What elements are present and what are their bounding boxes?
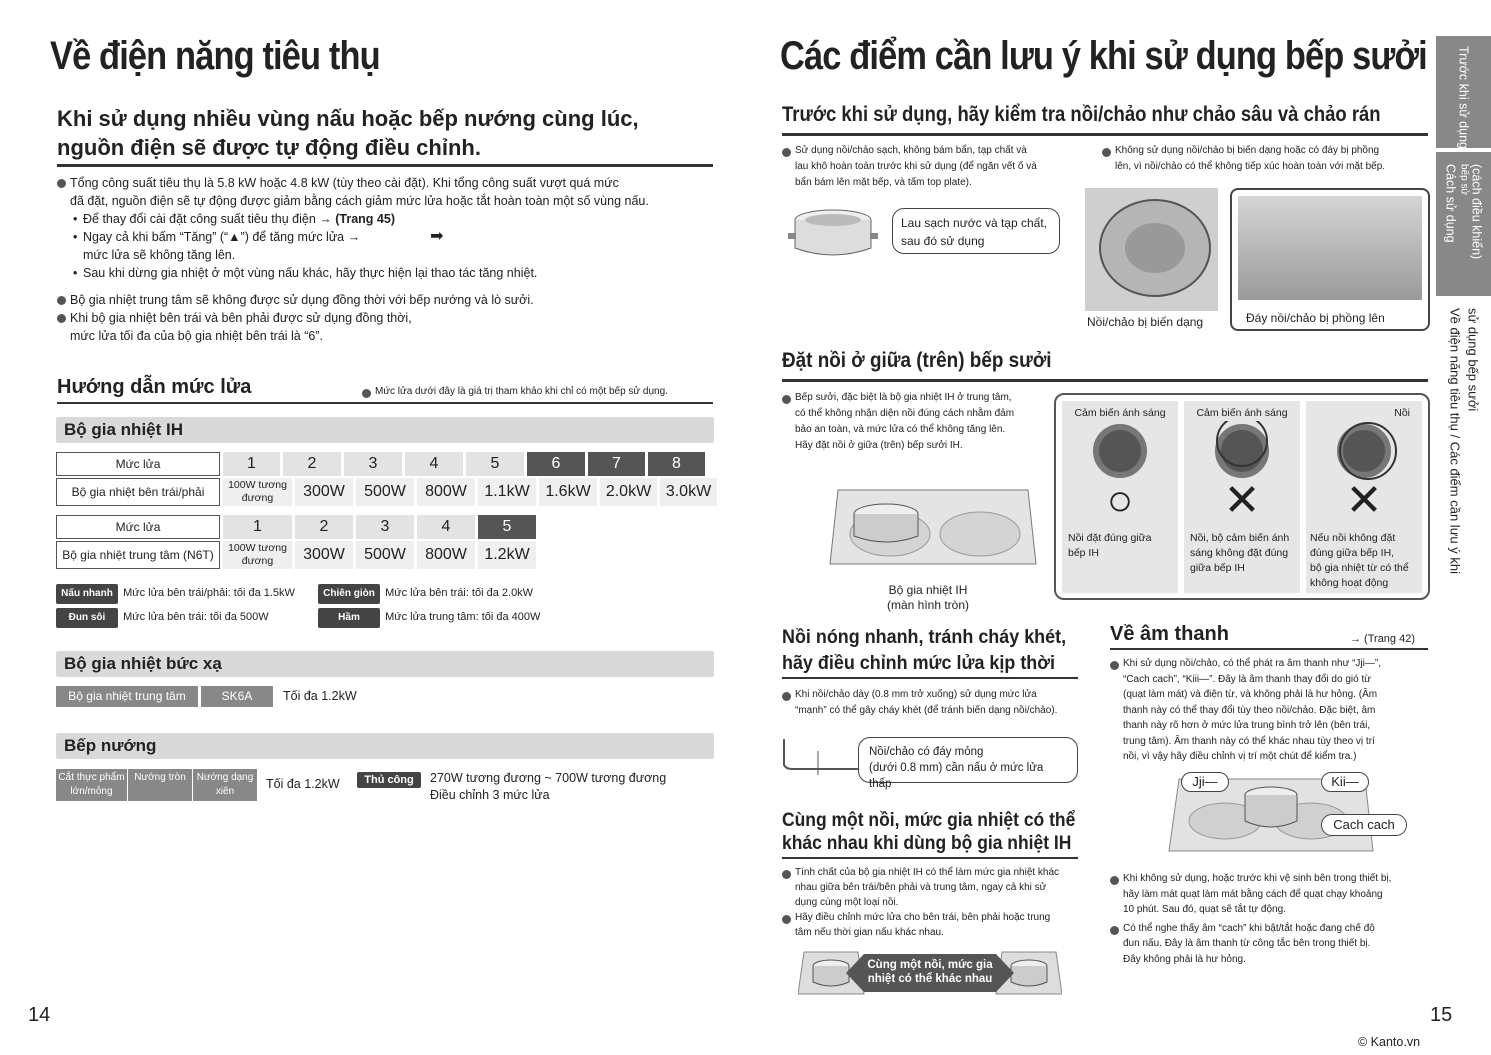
center-text [782, 390, 1054, 454]
page-number-left: 14 [28, 1004, 51, 1026]
mode-tag: Nấu nhanh [56, 584, 118, 604]
bullet-text: tâm nếu thời gian nấu khác nhau. [795, 927, 944, 938]
bullet-text: Khi nồi/chảo dày (0.8 mm trở xuống) sử dụng mức lửa [782, 687, 1082, 703]
value-cell: 2.0kW [600, 478, 657, 506]
stove-caption-line: (màn hình tròn) [886, 598, 970, 612]
bullet-text: Không sử dụng nồi/chảo bị biến dạng hoặc có đáy bị phồng [1102, 143, 1432, 159]
grill-tab: Nướng dạng xiên [193, 769, 257, 801]
bulge-photo-frame [1230, 188, 1430, 331]
grill-manual-tag: Thủ công [357, 772, 421, 788]
bullet-text: mức lửa tối đa của bộ gia nhiệt bên trái là “6”. [70, 329, 323, 343]
row-label: Bộ gia nhiệt bên trái/phải [56, 478, 220, 506]
sound-illustration [1165, 771, 1410, 853]
bullet-text: Bộ gia nhiệt trung tâm sẽ không được sử dụng đồng thời với bếp nướng và lò sưởi. [57, 291, 717, 309]
bullet-text: nồi, vì vậy hãy điều chỉnh vị trí một chút để kiểm tra.) [1123, 751, 1357, 762]
row-label: Bộ gia nhiệt trung tâm (N6T) [56, 541, 220, 569]
sub-bullet-text: mức lửa sẽ không tăng lên. [83, 248, 236, 262]
sound-text [1110, 656, 1430, 765]
grill-manual-text [430, 770, 666, 804]
bullet-text: dụng cùng một loại nồi. [795, 897, 899, 908]
value-cell: 500W [356, 478, 414, 506]
mode-item [318, 608, 540, 628]
section-divider [782, 133, 1428, 136]
section-title-power [57, 104, 639, 162]
bullet-text: Sử dụng nồi/chảo sạch, không bám bẩn, tạp chất và [782, 143, 1082, 159]
bullet-text: Hãy điều chỉnh mức lửa cho bên trái, bên phải hoặc trung [782, 910, 1082, 925]
panel-label: Nồi [1394, 407, 1410, 419]
bullet-text: Khi bộ gia nhiệt bên trái và bên phải được sử dụng đồng thời, [57, 309, 717, 327]
caption-deformed: Nồi/chảo bị biến dạng [1087, 315, 1204, 329]
panel-line: bộ gia nhiệt từ có thể [1310, 562, 1409, 574]
banner-line: Cùng một nồi, mức gia [867, 959, 993, 971]
bullet-text: đã đặt, nguồn điện sẽ tự động được giảm bằng cách giảm mức lửa hoặc tắt hoàn toàn một số vùng nấu. [70, 194, 649, 208]
bullet-text: thanh này rõ hơn ở mức lửa trung bình trở lên (bên trái, [1123, 720, 1371, 731]
grill-tab: Cắt thực phẩm lớn/mỏng [56, 769, 127, 801]
bullet-text: hãy làm mát quạt làm mát bằng cách để quạt chạy khoảng [1123, 888, 1383, 900]
panel-text [1184, 531, 1300, 576]
bullet-text: Tổng công suất tiêu thụ là 5.8 kW hoặc 4.8 kW (tùy theo cài đặt). Khi tổng công suất vượt quá mức [57, 174, 717, 192]
level-label: Mức lửa [56, 452, 220, 476]
bullet-text: thanh này có thể thay đổi tùy theo nồi/chảo. Đặc biệt, âm [1123, 704, 1376, 716]
radiant-value: Tối đa 1.2kW [283, 689, 357, 703]
title-line: khác nhau khi dùng bộ gia nhiệt IH [782, 833, 1072, 854]
panel-line: đúng giữa bếp IH, [1310, 547, 1395, 559]
page-number-right: 15 [1430, 1004, 1453, 1026]
stove-caption [880, 583, 976, 613]
power-table-2 [56, 515, 536, 569]
caption-bulge: Đáy nồi/chảo bị phồng lên [1246, 311, 1385, 325]
mode-tag: Đun sôi [56, 608, 118, 628]
panel-text [1306, 531, 1422, 591]
guide-divider [57, 402, 713, 404]
heat-text [782, 687, 1082, 719]
section-divider [57, 164, 713, 167]
value-cell: 300W [295, 478, 353, 506]
bullet-text: trung tâm). Âm thanh này có thể khác nhau tùy theo vị trí [1123, 735, 1375, 747]
bullet-text: có thể không nhận diện nồi đúng cách nhằm đảm [795, 408, 1015, 419]
radiant-header: Bộ gia nhiệt bức xạ [56, 651, 714, 677]
check-text-left [782, 143, 1082, 191]
value-cell: 100W tương đương [223, 541, 292, 569]
value-cell: 3.0kW [660, 478, 717, 506]
side-tab-label: Trước khi sử dụng [1456, 46, 1471, 149]
power-paragraph [57, 174, 717, 345]
callout-line: sau đó sử dụng [901, 234, 985, 248]
side-tab-label: Về điện năng tiêu thụ / Các điểm cần lưu ý khi [1447, 308, 1463, 574]
sub-bullet-text: Ngay cả khi bấm “Tăng” (“▲”) để tăng mức lửa → [83, 230, 361, 244]
mode-text: Mức lửa bên trái: tối đa 2.0kW [385, 587, 534, 599]
callout-clean [892, 208, 1060, 254]
wrong-mark-icon: ✕ [1345, 476, 1383, 525]
section-title-variance [782, 809, 1075, 855]
variance-illustration [798, 948, 1062, 998]
sound-bubble: Jji— [1181, 772, 1229, 792]
panel-line: giữa bếp IH [1190, 562, 1245, 574]
bullet-text: “Cach cach”, “Kiii—”. Đây là âm thanh thay đổi do gió từ [1123, 673, 1371, 685]
panel-line: bếp IH [1068, 547, 1099, 559]
guide-title: Hướng dẫn mức lửa [57, 376, 252, 398]
side-tab-before-use[interactable] [1436, 36, 1491, 148]
panel-line: Nồi, bộ cảm biến ánh [1190, 532, 1290, 544]
level-cell: 2 [295, 515, 353, 539]
level-cell: 3 [356, 515, 414, 539]
section-title-center: Đặt nồi ở giữa (trên) bếp sưởi [782, 349, 1052, 372]
section-title-check: Trước khi sử dụng, hãy kiểm tra nồi/chảo như chảo sâu và chảo rán [782, 103, 1381, 126]
bullet-text: lên, vì nồi/chảo có thể không tiếp xúc hoàn toàn với mặt bếp. [1115, 161, 1386, 172]
panel-line: sáng không đặt đúng [1190, 547, 1289, 559]
radiant-model: SK6A [201, 686, 273, 707]
value-cell: 800W [417, 541, 475, 569]
section-title-sound: Về âm thanh [1110, 623, 1229, 645]
panel-label: Cảm biến ánh sáng [1074, 407, 1166, 419]
bullet-text: Bếp sưởi, đặc biệt là bộ gia nhiệt IH ở trung tâm, [782, 390, 1054, 406]
callout-line: Lau sạch nước và tạp chất, [901, 216, 1047, 230]
sound-bubble: Cach cach [1321, 814, 1407, 836]
bullet-text: bảo an toàn, và mức lửa có thể không tăng lên. [795, 424, 1006, 435]
variance-text [782, 865, 1082, 940]
side-tab-label: Cách sử dụng [1443, 164, 1458, 243]
sound-page-ref: → (Trang 42) [1350, 633, 1416, 645]
level-cell-high: 6 [527, 452, 585, 476]
level-cell-high: 5 [478, 515, 536, 539]
guide-note [362, 384, 714, 399]
wrong-mark-icon: ✕ [1223, 476, 1261, 525]
side-tab-label: (cách điều khiển) [1469, 164, 1484, 260]
thin-pot-icon [782, 737, 862, 777]
bullet-text: bẩn bám lên mặt bếp, và tấm top plate). [795, 177, 972, 188]
callout-line: Nồi/chảo có đáy mỏng [869, 746, 984, 758]
section-divider [782, 677, 1078, 679]
bullet-text: (quạt làm mát) và điện từ, và không phải là hư hỏng. (Âm [1123, 689, 1378, 700]
value-cell: 1.6kW [539, 478, 597, 506]
bullet-text: “mạnh” có thể gây cháy khét (để tránh biến dạng nồi/chảo). [795, 705, 1058, 716]
bullet-text: 10 phút. Sau đó, quạt sẽ tắt tự động. [1123, 904, 1286, 915]
value-cell: 100W tương đương [223, 478, 292, 506]
title-line: Nồi nóng nhanh, tránh cháy khét, [782, 626, 1067, 648]
bullet-text: nhau giữa bên trái/bên phải và trung tâm, ngay cả khi sử [795, 882, 1047, 893]
sound-notes [1110, 871, 1430, 967]
subtitle-line: Khi sử dụng nhiều vùng nấu hoặc bếp nướng cùng lúc, [57, 106, 639, 131]
value-cell: 1.1kW [478, 478, 536, 506]
grill-manual-line: 270W tương đương ~ 700W tương đương [430, 771, 667, 785]
panel-pot-wrong [1306, 401, 1422, 593]
sound-bubble: Kii— [1321, 772, 1369, 792]
page-title-right: Các điểm cần lưu ý khi sử dụng bếp sưởi [780, 34, 1427, 78]
bullet-text: Khi sử dụng nồi/chảo, có thể phát ra âm thanh như “Jji—”, [1110, 656, 1430, 672]
callout-thin-pot [858, 737, 1078, 790]
arrow-right-icon: ➡ [430, 228, 444, 245]
panel-line: Nếu nồi không đặt [1310, 532, 1396, 544]
page-title-left: Về điện năng tiêu thụ [50, 34, 380, 78]
bulge-photo [1238, 196, 1422, 300]
bullet-text: Tính chất của bộ gia nhiệt IH có thể làm mức gia nhiệt khác [782, 865, 1082, 880]
title-line: hãy điều chỉnh mức lửa kịp thời [782, 652, 1056, 674]
value-cell: 800W [417, 478, 475, 506]
level-cell: 1 [223, 452, 280, 476]
section-divider [1110, 648, 1428, 650]
check-text-right [1102, 143, 1432, 175]
level-cell: 5 [466, 452, 524, 476]
bullet-text: Đây không phải là hư hỏng. [1123, 953, 1246, 965]
value-cell: 1.2kW [478, 541, 536, 569]
power-table-1 [56, 452, 717, 506]
level-label: Mức lửa [56, 515, 220, 539]
level-cell: 3 [344, 452, 402, 476]
title-line: Cùng một nồi, mức gia nhiệt có thể [782, 810, 1076, 831]
sub-bullet [70, 228, 717, 246]
sub-bullet-text: Để thay đổi cài đặt công suất tiêu thụ điện → [83, 212, 336, 226]
panel-line: Nồi đặt đúng giữa [1068, 532, 1152, 544]
deformed-pot-photo [1085, 188, 1218, 311]
value-cell: 500W [356, 541, 414, 569]
banner-line: nhiệt có thể khác nhau [867, 973, 993, 985]
mode-item [56, 584, 295, 604]
side-tab-usage[interactable] [1436, 152, 1491, 296]
bullet-text: đun nấu. Đây là âm thanh từ công tắc bên trong thiết bị. [1123, 938, 1371, 949]
panel-correct [1062, 401, 1178, 593]
sub-bullet: • Sau khi dừng gia nhiệt ở một vùng nấu khác, hãy thực hiện lại thao tác tăng nhiệt. [70, 264, 717, 282]
correct-mark-icon: ○ [1106, 476, 1134, 525]
grill-header: Bếp nướng [56, 733, 714, 759]
bullet-text: Hãy đặt nồi ở giữa (trên) bếp sưởi IH. [795, 440, 963, 451]
side-tab-label: bếp sử [1458, 164, 1470, 196]
placement-panels [1054, 393, 1430, 600]
panel-line: không hoạt động [1310, 577, 1389, 589]
side-tab-current[interactable] [1436, 300, 1491, 620]
section-title-heat [782, 624, 1066, 676]
mode-item [56, 608, 269, 628]
mode-text: Mức lửa trung tâm: tối đa 400W [385, 611, 541, 623]
bullet-text: Khi không sử dụng, hoặc trước khi vệ sinh bên trong thiết bị, [1110, 871, 1430, 887]
level-cell: 1 [223, 515, 292, 539]
grill-value: Tối đa 1.2kW [266, 777, 340, 791]
level-cell-high: 7 [588, 452, 645, 476]
stove-illustration [828, 486, 1038, 572]
value-cell: 300W [295, 541, 353, 569]
stove-caption-line: Bộ gia nhiệt IH [888, 583, 968, 597]
section-divider [782, 857, 1078, 859]
grill-tab: Nướng tròn [128, 769, 192, 801]
mode-text: Mức lửa bên trái: tối đa 500W [123, 611, 269, 623]
panel-sensor-wrong [1184, 401, 1300, 593]
page-reference: (Trang 45) [335, 212, 395, 226]
panel-text [1062, 531, 1178, 561]
subtitle-line: nguồn điện sẽ được tự động điều chỉnh. [57, 135, 481, 160]
level-cell: 4 [405, 452, 463, 476]
guide-note-text: Mức lửa dưới đây là giá trị tham khảo khi chỉ có một bếp sử dụng. [362, 384, 668, 399]
mode-text: Mức lửa bên trái/phải: tối đa 1.5kW [123, 587, 295, 599]
side-tab-label: sử dụng bếp sưởi [1465, 308, 1481, 412]
ih-header: Bộ gia nhiệt IH [56, 417, 714, 443]
pot-illustration [788, 198, 888, 263]
bullet-text: Có thể nghe thấy âm “cach” khi bật/tắt hoặc đang chế độ [1110, 921, 1430, 937]
panel-label: Cảm biến ánh sáng [1196, 407, 1288, 419]
radiant-label: Bộ gia nhiệt trung tâm [56, 686, 198, 707]
variance-banner [858, 958, 1002, 986]
mode-item [318, 584, 533, 604]
copyright: © Kanto.vn [1358, 1035, 1421, 1049]
mode-tag: Hầm [318, 608, 380, 628]
mode-tag: Chiên giòn [318, 584, 380, 604]
level-cell-high: 8 [648, 452, 705, 476]
section-divider [782, 379, 1428, 382]
grill-manual-line: Điều chỉnh 3 mức lửa [430, 788, 550, 802]
level-cell: 4 [417, 515, 475, 539]
sub-bullet [70, 210, 717, 228]
level-cell: 2 [283, 452, 341, 476]
callout-line: (dưới 0.8 mm) cần nấu ở mức lửa thấp [869, 762, 1044, 790]
bullet-text: lau khô hoàn toàn trước khi sử dụng (để ngăn vết ố và [795, 161, 1037, 172]
